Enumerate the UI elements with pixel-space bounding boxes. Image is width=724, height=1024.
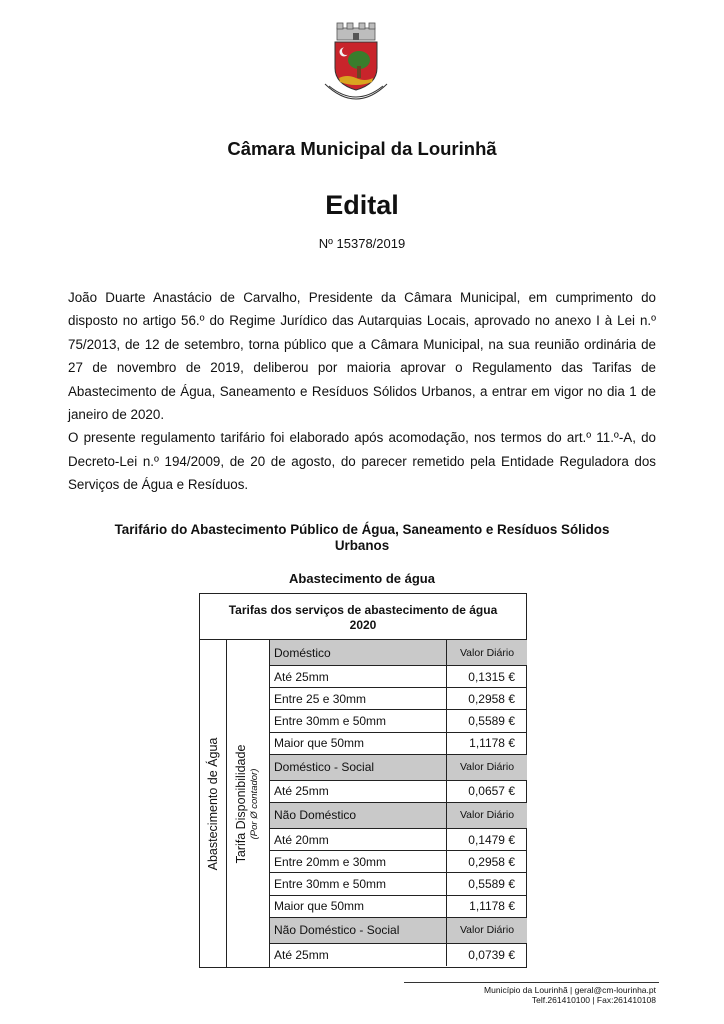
value-column-header: Valor Diário	[459, 924, 515, 937]
tariff-table	[199, 593, 527, 968]
document-title: Edital	[325, 190, 399, 220]
table-group-header-row	[270, 803, 527, 829]
diameter-label: Entre 20mm e 30mm	[270, 851, 447, 872]
table-row	[270, 733, 527, 755]
group-label: Doméstico - Social	[270, 755, 447, 780]
section-subtitle: Abastecimento de água	[289, 571, 435, 586]
diameter-label: Entre 25 e 30mm	[270, 688, 447, 709]
table-group-header-row	[270, 918, 527, 944]
organization-name: Câmara Municipal da Lourinhã	[227, 138, 497, 159]
footer-phone-fax: Telf.261410100 | Fax:261410108	[531, 995, 656, 1005]
daily-value: 0,1479 €	[468, 832, 515, 847]
section-title: Tarifário do Abastecimento Público de Água, Saneamento e Resíduos Sólidos Urbanos	[114, 522, 610, 553]
municipal-crest-logo	[317, 22, 395, 110]
footer-contact: Município da Lourinhã | geral@cm-lourinha.pt	[484, 985, 656, 995]
paragraph: O presente regulamento tarifário foi elaborado após acomodação, nos termos do art.º 11.º-A, do Decreto-Lei n.º 194/2009, de 20 de agosto, do parecer remetido pela Entidade Reguladora dos Serviços de Água e Resíduos.	[68, 430, 656, 493]
vertical-label-water-supply: Abastecimento de Água	[206, 737, 220, 870]
document-number: Nº 15378/2019	[318, 236, 406, 251]
diameter-label: Até 25mm	[270, 944, 447, 966]
daily-value: 0,1315 €	[468, 669, 515, 684]
daily-value: 0,5589 €	[468, 876, 515, 891]
footer	[484, 985, 656, 1005]
vertical-label-cell-1	[200, 640, 227, 967]
body-text	[68, 286, 656, 497]
availability-sublabel: (Por Ø contador)	[249, 768, 260, 839]
table-row	[270, 944, 527, 966]
daily-value: 0,2958 €	[468, 854, 515, 869]
daily-value: 0,0739 €	[468, 947, 515, 962]
table-row	[270, 873, 527, 895]
group-label: Não Doméstico	[270, 803, 447, 828]
value-column-header: Valor Diário	[459, 761, 515, 774]
table-row	[270, 829, 527, 851]
table-row	[270, 710, 527, 732]
diameter-label: Até 20mm	[270, 829, 447, 850]
diameter-label: Entre 30mm e 50mm	[270, 873, 447, 894]
table-row	[270, 896, 527, 918]
table-title-line1: Tarifas dos serviços de abastecimento de água	[228, 603, 498, 617]
table-row	[270, 851, 527, 873]
daily-value: 1,1178 €	[469, 736, 515, 751]
footer-divider	[404, 982, 659, 983]
daily-value: 0,2958 €	[468, 691, 515, 706]
table-row	[270, 666, 527, 688]
table-row	[270, 781, 527, 803]
daily-value: 0,5589 €	[468, 713, 515, 728]
diameter-label: Maior que 50mm	[270, 733, 447, 754]
daily-value: 1,1178 €	[469, 899, 515, 914]
value-column-header: Valor Diário	[459, 809, 515, 822]
group-label: Não Doméstico - Social	[270, 918, 447, 943]
diameter-label: Maior que 50mm	[270, 896, 447, 917]
diameter-label: Até 25mm	[270, 666, 447, 687]
table-title-year: 2020	[349, 618, 377, 632]
table-rows	[270, 640, 527, 966]
table-title	[200, 594, 526, 640]
vertical-label-cell-2	[227, 640, 270, 967]
diameter-label: Até 25mm	[270, 781, 447, 802]
paragraph: João Duarte Anastácio de Carvalho, Presidente da Câmara Municipal, em cumprimento do disposto no artigo 56.º do Regime Jurídico das Autarquias Locais, aprovado no anexo I à Lei n.º 75/2013, de 12 de setembro, torna público que a Câmara Municipal, na sua reunião ordinária de 27 de novembro de 2019, deliberou por maioria aprovar o Regulamento das Tarifas de Abastecimento de Água, Saneamento e Resíduos Sólidos Urbanos, a entrar em vigor no dia 1 de janeiro de 2020.	[68, 290, 656, 423]
table-group-header-row	[270, 640, 527, 666]
availability-label: Tarifa Disponibilidade	[234, 744, 248, 863]
value-column-header: Valor Diário	[459, 646, 515, 659]
group-label: Doméstico	[270, 640, 447, 665]
table-row	[270, 688, 527, 710]
table-group-header-row	[270, 755, 527, 781]
vertical-label-availability	[234, 744, 262, 863]
daily-value: 0,0657 €	[468, 784, 515, 799]
diameter-label: Entre 30mm e 50mm	[270, 710, 447, 731]
